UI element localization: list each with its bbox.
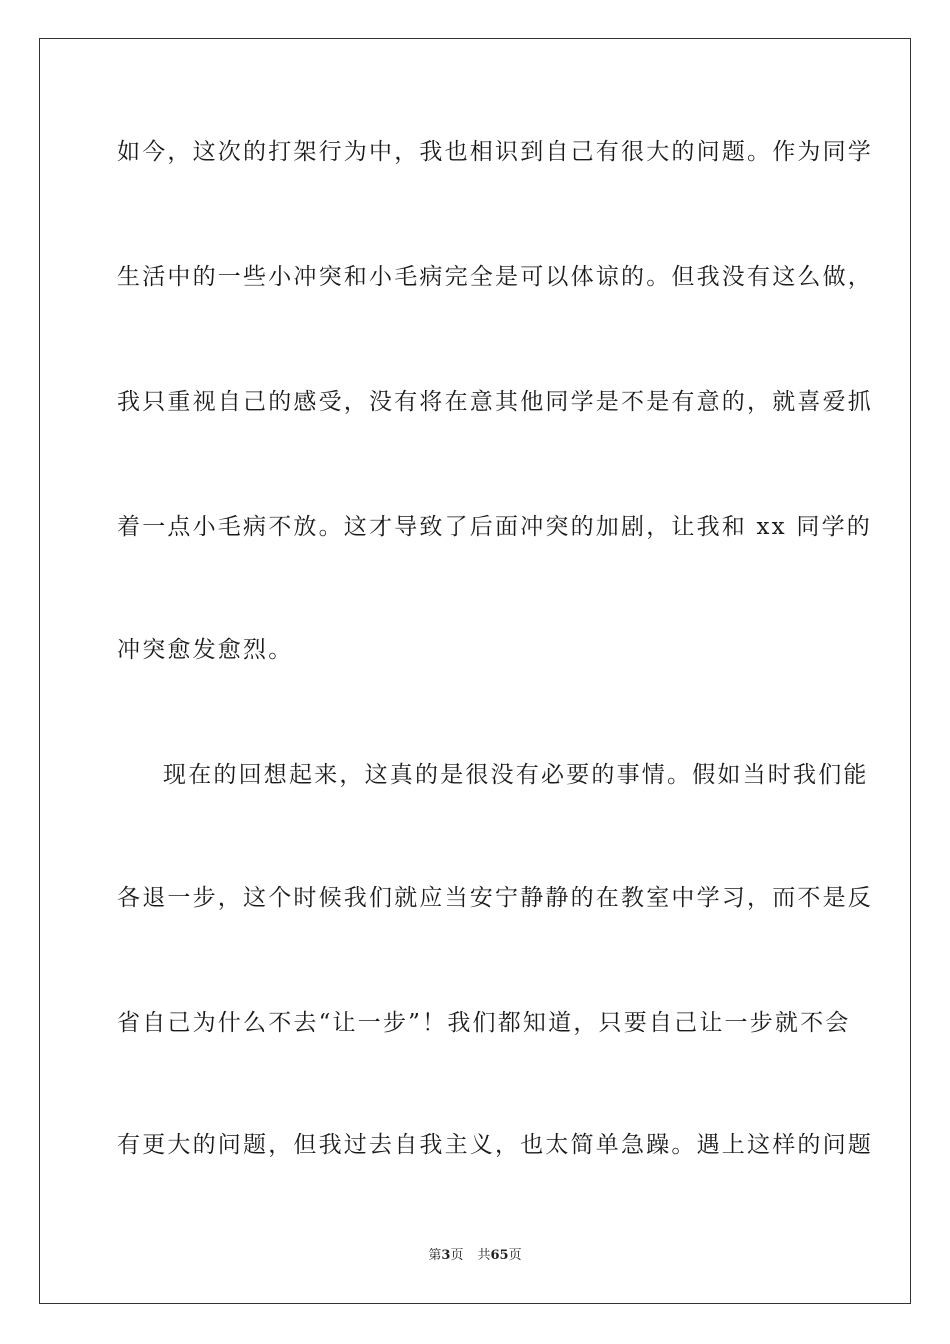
total-pages: 65 bbox=[490, 1248, 509, 1263]
text-line: 省自己为什么不去“让一步”！我们都知道，只要自己让一步就不会 bbox=[117, 1010, 851, 1036]
paragraph-first-line: 现在的回想起来，这真的是很没有必要的事情。假如当时我们能 bbox=[163, 762, 869, 788]
text-line: 各退一步，这个时候我们就应当安宁静静的在教室中学习，而不是反 bbox=[117, 885, 873, 911]
page-number: 3 bbox=[441, 1248, 451, 1263]
text-line: 生活中的一些小冲突和小毛病完全是可以体谅的。但我没有这么做， bbox=[117, 264, 873, 290]
page-suffix: 页 bbox=[450, 1248, 464, 1263]
text-line: 有更大的问题，但我过去自我主义，也太简单急躁。遇上这样的问题 bbox=[117, 1132, 873, 1158]
page-prefix: 第 bbox=[428, 1248, 442, 1263]
page-border bbox=[39, 38, 911, 1304]
total-suffix: 页 bbox=[508, 1248, 522, 1263]
page-footer bbox=[0, 1247, 950, 1265]
text-line: 我只重视自己的感受，没有将在意其他同学是不是有意的，就喜爱抓 bbox=[117, 389, 873, 415]
text-line: 如今，这次的打架行为中，我也相识到自己有很大的问题。作为同学 bbox=[117, 139, 873, 165]
text-line: 冲突愈发愈烈。 bbox=[117, 637, 294, 663]
text-line: 着一点小毛病不放。这才导致了后面冲突的加剧，让我和 xx 同学的 bbox=[117, 514, 872, 540]
total-prefix: 共 bbox=[477, 1248, 491, 1263]
